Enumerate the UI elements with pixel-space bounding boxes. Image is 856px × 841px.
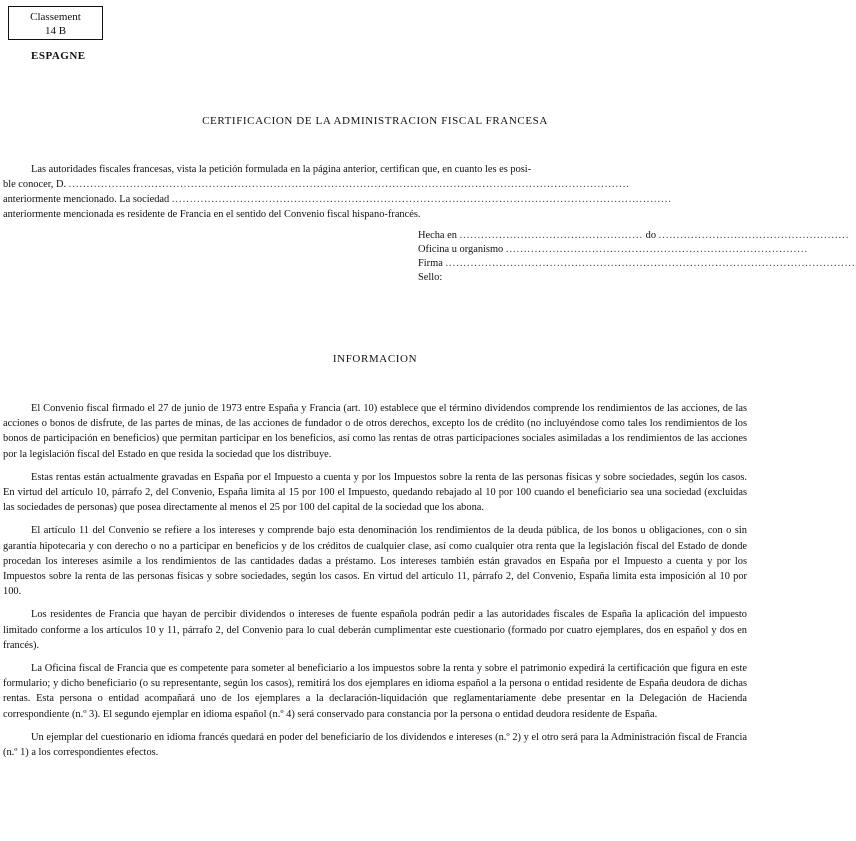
signature-block — [418, 229, 856, 285]
name-fill-line: ............................................................................................................................................................ — [68, 179, 630, 190]
certificate-line-1: Las autoridades fiscales francesas, vista la petición formulada en la página anterior, certifican que, en cuanto les es posi- — [31, 164, 532, 175]
certificate-company-label: La sociedad — [119, 194, 170, 205]
certificate-line-4: anteriormente mencionada es residente de Francia en el sentido del Convenio fiscal hispano-francés. — [3, 209, 421, 220]
hecha-en-label: Hecha en — [418, 230, 457, 241]
information-paragraph: El artículo 11 del Convenio se refiere a los intereses y comprende bajo esta denominación los rendimientos de la deuda pública, de los bonos u obligaciones, con o sin garantía hipotecaria y con derecho o no a participar en beneficios y de los créditos de cualquier clase, así como cualquier otra renta que la legislación fiscal del Estado de donde procedan los intereses asimile a los rendimientos de las cantidades dadas a préstamo. Los intereses también están gravados en España por el Impuesto a cuenta y por los Impuestos sobre la renta de las personas físicas y sobre sociedades, según los casos. En virtud del artículo 11, párrafo 2, del Convenio, España limita esta imposición al 10 por 100. — [3, 525, 747, 598]
firma-label: Firma — [418, 258, 443, 269]
oficina-row — [418, 243, 809, 257]
place-fill-line: ................................................... — [459, 230, 644, 241]
oficina-label: Oficina u organismo — [418, 244, 504, 255]
information-paragraph: Estas rentas están actualmente gravadas en España por el Impuesto a cuenta y por los Impuestos sobre la renta de las personas físicas y sobre sociedades, según los casos. En virtud del artículo 10, párrafo 2, del Convenio, España limita al 15 por 100 el Impuesto, quedando rebajado al 10 por 100 cuando el beneficiario sea una sociedad (excluidas las sociedades de personas) que posea directamente al menos el 25 por 100 del capital de la sociedad que los abona. — [3, 471, 747, 514]
certificate-line-3 — [3, 192, 747, 207]
certificate-title: CERTIFICACION DE LA ADMINISTRACION FISCAL FRANCESA — [202, 115, 548, 127]
information-paragraph: Un ejemplar del cuestionario en idioma francés quedará en poder del beneficiario de los dividendos e intereses (n.º 2) y el otro será para la Administración fiscal de Francia (n.º 1) a los correspondientes efectos. — [3, 731, 747, 759]
classement-label: Classement — [30, 11, 81, 23]
sello-label: Sello: — [418, 272, 443, 283]
firma-row — [418, 257, 856, 271]
office-fill-line: .................................................................................... — [505, 244, 809, 255]
information-title: INFORMACION — [332, 353, 418, 365]
date-label: do — [645, 230, 657, 241]
information-paragraph: Los residentes de Francia que hayan de percibir dividendos o intereses de fuente española podrán pedir a las autoridades fiscales de España la aplicación del impuesto limitado conforme a los artículos 10 y 11, párrafo 2, del Convenio para lo cual deberán cumplimentar este cuestionario (formado por cuatro ejemplares, dos en español y dos en francés). — [3, 609, 747, 651]
certificate-line-2 — [3, 177, 747, 192]
date-fill-line: ..................................................... — [658, 230, 850, 241]
country-label: ESPAGNE — [31, 50, 86, 62]
information-paragraph: La Oficina fiscal de Francia que es competente para someter al beneficiario a los impuestos sobre la renta y sobre el patrimonio expedirá la certificación que figura en este formulario; y dicho beneficiario (o su representante, según los casos), remitirá los dos ejemplares en idioma español a la persona o entidad residente de España deudora de dichas rentas. Esta persona o entidad acompañará uno de los ejemplares a la declaración-liquidación que reglamentariamente debe presentar en la Delegación de Hacienda correspondiente (n.º 3). El segundo ejemplar en idioma español (n.º 4) será conservado para constancia por la persona o entidad deudora residente de España. — [3, 663, 747, 720]
hecha-en-row — [418, 229, 850, 243]
information-text — [3, 401, 747, 768]
sello-row — [418, 271, 748, 285]
certificate-mentioned-text: anteriormente mencionado. — [3, 194, 117, 205]
classement-code: 14 B — [44, 25, 67, 37]
company-fill-line: ........................................................................................................................................... — [171, 194, 672, 205]
certificate-name-label: ble conocer, D. — [3, 179, 67, 190]
certificate-text — [3, 162, 747, 222]
signature-fill-line: .................................................................................................................. — [445, 258, 856, 269]
classement-box — [8, 6, 103, 40]
information-paragraph: El Convenio fiscal firmado el 27 de junio de 1973 entre España y Francia (art. 10) establece que el término dividendos comprende los rendimientos de las acciones, de las acciones o bonos de disfrute, de las partes de minas, de las acciones de fundador o de otros derechos, excepto los de crédito (no incluyéndose como tales los rendimientos de los bonos de participación en beneficios) que permitan participar en los beneficios, así como las rentas de otras participaciones sociales asimiladas a los rendimientos de las acciones por la legislación fiscal del Estado en que resida la sociedad que los distribuye. — [3, 403, 747, 460]
